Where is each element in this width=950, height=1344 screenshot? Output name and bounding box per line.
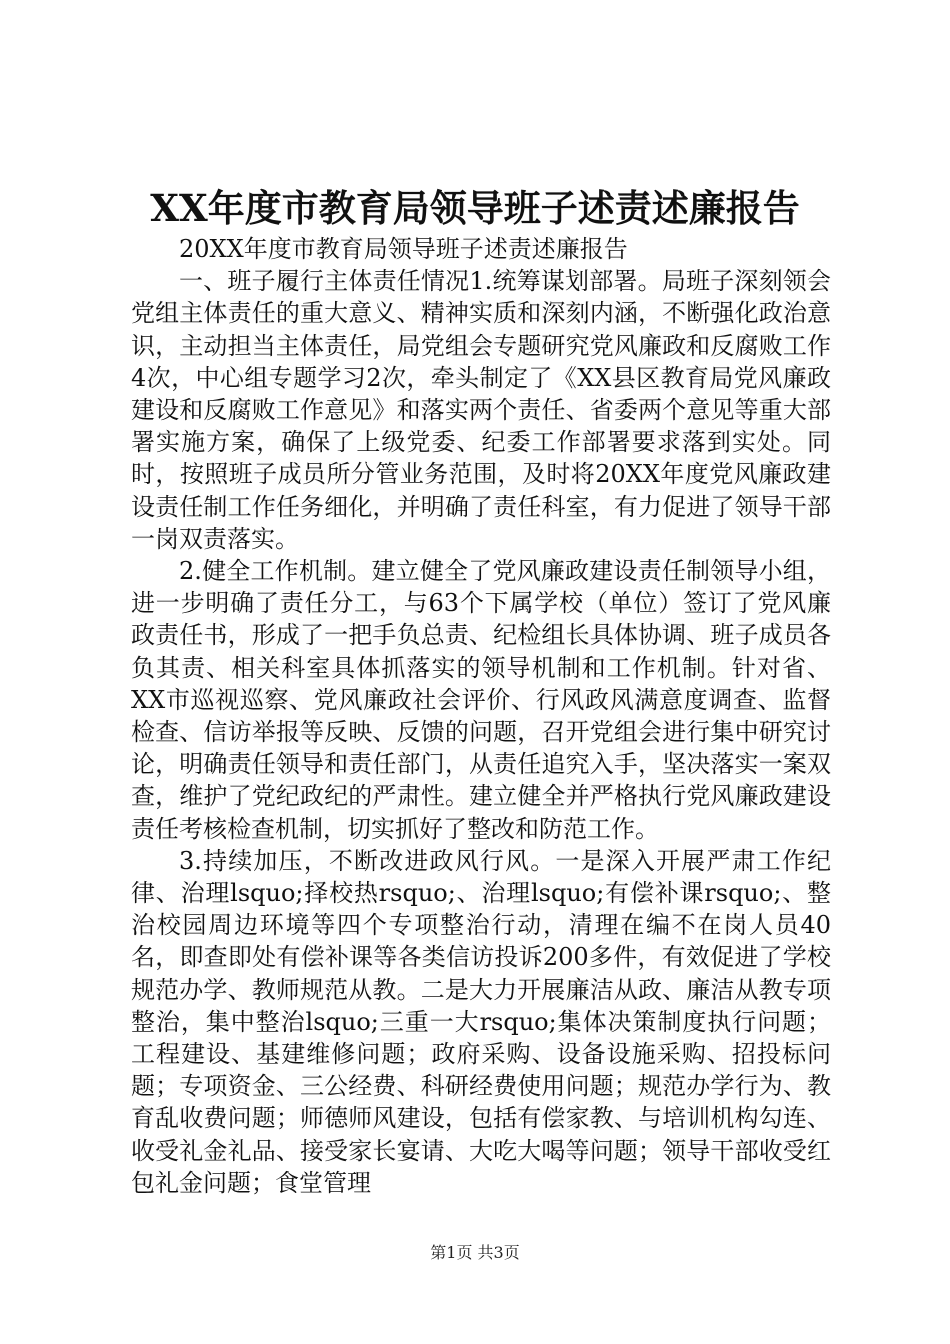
paragraph-subtitle: 20XX年度市教育局领导班子述责述廉报告 (179, 235, 628, 263)
paragraph-1: 一、班子履行主体责任情况1.统筹谋划部署。局班子深刻领会党组主体责任的重大意义、精神实质和深刻内涵，不断强化政治意识，主动担当主体责任，局党组会专题研究党风廉政和反腐败工作4次，中心组专题学习2次，牵头制定了《XX县区教育局党风廉政建设和反腐败工作意见》和落实两个责任、省委两个意见等重大部署实施方案，确保了上级党委、纪委工作部署要求落到实处。同时，按照班子成员所分管业务范围，及时将20XX年度党风廉政建设责任制工作任务细化，并明确了责任科室，有力促进了领导干部一岗双责落实。 (131, 267, 831, 553)
paragraph-3: 3.持续加压，不断改进政风行风。一是深入开展严肃工作纪律、治理lsquo;择校热rsquo;、治理lsquo;有偿补课rsquo;、整治校园周边环境等四个专项整治行动，清理在编不在岗人员40名，即查即处有偿补课等各类信访投诉200多件，有效促进了学校规范办学、教师规范从教。二是大力开展廉洁从政、廉洁从教专项整治，集中整治lsquo;三重一大rsquo;集体决策制度执行问题；工程建设、基建维修问题；政府采购、设备设施采购、招投标问题；专项资金、三公经费、科研经费使用问题；规范办学行为、教育乱收费问题；师德师风建设，包括有偿家教、与培训机构勾连、收受礼金礼品、接受家长宴请、大吃大喝等问题；领导干部收受红包礼金问题；食堂管理 (131, 846, 831, 1197)
paragraph-2: 2.健全工作机制。建立健全了党风廉政建设责任制领导小组，进一步明确了责任分工，与63个下属学校（单位）签订了党风廉政责任书，形成了一把手负总责、纪检组长具体协调、班子成员各负其责、相关科室具体抓落实的领导机制和工作机制。针对省、XX市巡视巡察、党风廉政社会评价、行风政风满意度调查、监督检查、信访举报等反映、反馈的问题，召开党组会进行集中研究讨论，明确责任领导和责任部门，从责任追究入手，坚决落实一案双查，维护了党纪政纪的严肃性。建立健全并严格执行党风廉政建设责任考核检查机制，切实抓好了整改和防范工作。 (131, 557, 831, 843)
document-body (131, 233, 831, 1199)
document-title: XX年度市教育局领导班子述责述廉报告 (150, 186, 800, 230)
page-number-footer: 第1页 共3页 (430, 1243, 520, 1262)
